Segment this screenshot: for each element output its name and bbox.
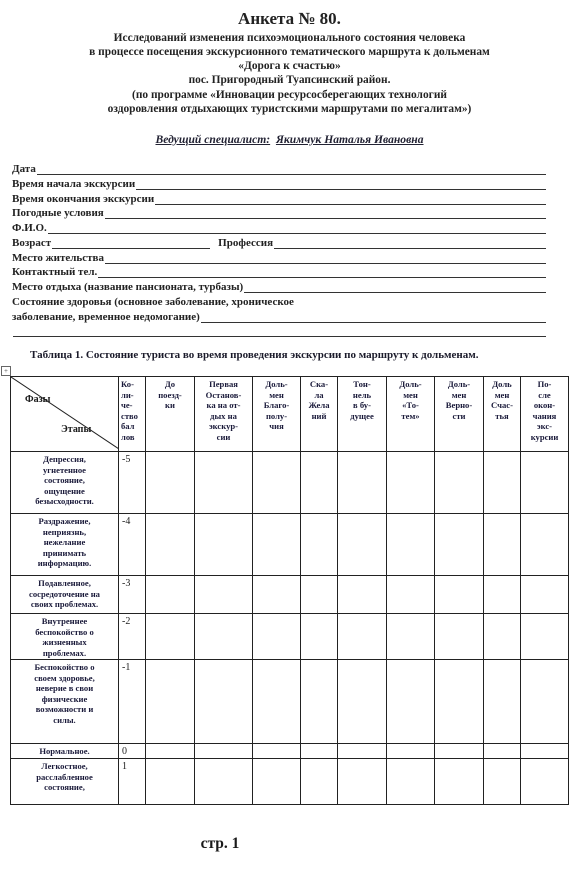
field-end-time[interactable] bbox=[12, 191, 546, 205]
table-header-row bbox=[11, 377, 569, 452]
state-label: Раздражение, неприязнь, нежелание принимать информацию. bbox=[11, 514, 119, 576]
field-date-label: Дата bbox=[12, 163, 36, 175]
col-score-label: Ко- ли- че- ство бал лов bbox=[121, 379, 138, 442]
field-weather[interactable] bbox=[12, 205, 546, 219]
table-row bbox=[11, 660, 569, 744]
subtitle-line-1: Исследований изменения психоэмоционального состояния человека bbox=[113, 32, 466, 44]
input-cell[interactable] bbox=[435, 660, 484, 744]
field-profession-label: Профессия bbox=[218, 237, 274, 249]
state-label: Беспокойство о своем здоровье, неверие в свои физические возможности и силы. bbox=[11, 660, 119, 744]
document-title: Анкета № 80. bbox=[238, 9, 341, 28]
input-cell[interactable] bbox=[387, 614, 435, 660]
input-cell[interactable] bbox=[338, 576, 387, 614]
input-cell[interactable] bbox=[338, 759, 387, 805]
input-cell[interactable] bbox=[387, 660, 435, 744]
col-before-trip-header bbox=[146, 377, 195, 452]
col-dolmen-happiness-label: Доль мен Счас- тья bbox=[491, 379, 513, 421]
state-label: Легкостное, расслабленное состояние, bbox=[11, 759, 119, 805]
table-caption: Таблица 1. Состояние туриста во время проведения экскурсии по маршруту к дольменам. bbox=[30, 349, 479, 361]
col-rock-wishes-label: Ска- ла Жела ний bbox=[308, 379, 330, 421]
col-dolmen-wellbeing-header bbox=[253, 377, 301, 452]
input-cell[interactable] bbox=[484, 744, 521, 759]
field-health-line[interactable] bbox=[201, 312, 546, 323]
state-label: Нормальное. bbox=[11, 744, 119, 759]
specialist-line bbox=[0, 133, 579, 146]
subtitle-line-3: «Дорога к счастью» bbox=[238, 60, 341, 72]
input-cell[interactable] bbox=[435, 759, 484, 805]
input-cell[interactable] bbox=[146, 759, 195, 805]
col-dolmen-totem-header bbox=[387, 377, 435, 452]
score-value: -3 bbox=[119, 576, 146, 614]
col-after-excursion-header bbox=[521, 377, 569, 452]
input-cell[interactable] bbox=[387, 452, 435, 514]
input-cell[interactable] bbox=[484, 452, 521, 514]
input-cell[interactable] bbox=[484, 660, 521, 744]
input-cell[interactable] bbox=[146, 452, 195, 514]
input-cell[interactable] bbox=[338, 614, 387, 660]
input-cell[interactable] bbox=[146, 576, 195, 614]
col-before-trip-label: До поезд- ки bbox=[158, 379, 182, 410]
subtitle-line-2: в процессе посещения экскурсионного тематического маршрута к дольменам bbox=[89, 46, 490, 58]
field-residence-line[interactable] bbox=[105, 253, 546, 264]
input-cell[interactable] bbox=[435, 452, 484, 514]
col-first-stop-header bbox=[195, 377, 253, 452]
field-fio-line[interactable] bbox=[48, 223, 546, 234]
input-cell[interactable] bbox=[521, 614, 569, 660]
field-age-line[interactable] bbox=[52, 238, 210, 249]
col-dolmen-fidelity-header bbox=[435, 377, 484, 452]
field-health-label-2: заболевание, временное недомогание) bbox=[12, 311, 200, 323]
input-cell[interactable] bbox=[301, 514, 338, 576]
input-cell[interactable] bbox=[338, 514, 387, 576]
input-cell[interactable] bbox=[521, 660, 569, 744]
state-label: Депрессия, угнетенное состояние, ощущение безысходности. bbox=[11, 452, 119, 514]
field-profession-line[interactable] bbox=[274, 238, 546, 249]
input-cell[interactable] bbox=[435, 614, 484, 660]
input-cell[interactable] bbox=[253, 576, 301, 614]
input-cell[interactable] bbox=[387, 576, 435, 614]
col-dolmen-totem-label: Доль- мен «То- тем» bbox=[399, 379, 422, 421]
field-end-time-line[interactable] bbox=[155, 194, 546, 205]
input-cell[interactable] bbox=[484, 614, 521, 660]
input-cell[interactable] bbox=[521, 576, 569, 614]
input-cell[interactable] bbox=[338, 744, 387, 759]
input-cell[interactable] bbox=[195, 452, 253, 514]
input-cell[interactable] bbox=[195, 660, 253, 744]
phase-label: Фазы bbox=[25, 394, 51, 405]
field-health-label-1: Состояние здоровья (основное заболевание, хроническое bbox=[12, 296, 294, 308]
col-tunnel-future-label: Тон- нель в бу- дущее bbox=[350, 379, 374, 421]
field-weather-line[interactable] bbox=[105, 208, 546, 219]
input-cell[interactable] bbox=[146, 514, 195, 576]
col-first-stop-label: Первая Останов- ка на от- дых на экскур- сии bbox=[205, 379, 242, 442]
field-start-time-label: Время начала экскурсии bbox=[12, 178, 136, 190]
input-cell[interactable] bbox=[146, 744, 195, 759]
input-cell[interactable] bbox=[195, 576, 253, 614]
input-cell[interactable] bbox=[521, 744, 569, 759]
input-cell[interactable] bbox=[301, 744, 338, 759]
input-cell[interactable] bbox=[253, 744, 301, 759]
field-fio[interactable] bbox=[12, 220, 546, 234]
input-cell[interactable] bbox=[195, 744, 253, 759]
score-value: 0 bbox=[119, 744, 146, 759]
col-tunnel-future-header bbox=[338, 377, 387, 452]
field-rest-place-label: Место отдыха (название пансионата, турбазы) bbox=[12, 281, 244, 293]
input-cell[interactable] bbox=[253, 452, 301, 514]
field-phone-label: Контактный тел. bbox=[12, 266, 98, 278]
table-move-handle-icon[interactable]: + bbox=[1, 366, 11, 376]
field-weather-label: Погодные условия bbox=[12, 207, 104, 219]
field-health-1 bbox=[12, 294, 546, 308]
field-fio-label: Ф.И.О. bbox=[12, 222, 47, 234]
table-row bbox=[11, 576, 569, 614]
field-residence[interactable] bbox=[12, 250, 546, 264]
input-cell[interactable] bbox=[387, 759, 435, 805]
phase-stage-header bbox=[11, 377, 119, 452]
field-date[interactable] bbox=[12, 161, 546, 175]
field-end-time-label: Время окончания экскурсии bbox=[12, 193, 155, 205]
input-cell[interactable] bbox=[253, 614, 301, 660]
input-cell[interactable] bbox=[301, 452, 338, 514]
input-cell[interactable] bbox=[338, 452, 387, 514]
field-date-line[interactable] bbox=[37, 164, 546, 175]
input-cell[interactable] bbox=[484, 759, 521, 805]
score-value: -1 bbox=[119, 660, 146, 744]
field-residence-label: Место жительства bbox=[12, 252, 104, 264]
page-number: стр. 1 bbox=[200, 835, 240, 852]
subtitle-line-5: (по программе «Инновации ресурсосберегающих технологий bbox=[132, 89, 447, 101]
subtitle-line-6: оздоровления отдыхающих туристскими маршрутами по мегалитам») bbox=[107, 103, 472, 115]
score-value: 1 bbox=[119, 759, 146, 805]
specialist-label: Ведущий специалист: bbox=[155, 133, 271, 146]
table-row bbox=[11, 759, 569, 805]
field-phone-line[interactable] bbox=[98, 267, 546, 278]
col-dolmen-fidelity-label: Доль- мен Верно- сти bbox=[445, 379, 473, 421]
field-rest-place-line[interactable] bbox=[244, 282, 546, 293]
col-score-header bbox=[119, 377, 146, 452]
col-dolmen-happiness-header bbox=[484, 377, 521, 452]
input-cell[interactable] bbox=[195, 514, 253, 576]
score-value: -4 bbox=[119, 514, 146, 576]
input-cell[interactable] bbox=[484, 514, 521, 576]
state-label: Подавленное, сосредоточение на своих проблемах. bbox=[11, 576, 119, 614]
input-cell[interactable] bbox=[301, 576, 338, 614]
input-cell[interactable] bbox=[301, 614, 338, 660]
field-health-2[interactable] bbox=[12, 309, 546, 323]
input-cell[interactable] bbox=[435, 514, 484, 576]
col-rock-wishes-header bbox=[301, 377, 338, 452]
subtitle-line-4: пос. Пригородный Туапсинский район. bbox=[188, 74, 391, 86]
input-cell[interactable] bbox=[146, 614, 195, 660]
field-start-time-line[interactable] bbox=[136, 179, 546, 190]
col-after-excursion-label: По- сле окон- чания экс- курсии bbox=[530, 379, 559, 442]
state-label: Внутреннее беспокойство о жизненных проблемах. bbox=[11, 614, 119, 660]
diagonal-divider bbox=[11, 377, 119, 449]
input-cell[interactable] bbox=[387, 744, 435, 759]
field-health-3[interactable] bbox=[12, 323, 546, 337]
field-start-time[interactable] bbox=[12, 176, 546, 190]
field-rest-place[interactable] bbox=[12, 279, 546, 293]
input-cell[interactable] bbox=[195, 759, 253, 805]
input-cell[interactable] bbox=[301, 660, 338, 744]
input-cell[interactable] bbox=[195, 614, 253, 660]
table-row bbox=[11, 614, 569, 660]
input-cell[interactable] bbox=[146, 660, 195, 744]
score-value: -2 bbox=[119, 614, 146, 660]
score-value: -5 bbox=[119, 452, 146, 514]
input-cell[interactable] bbox=[521, 514, 569, 576]
input-cell[interactable] bbox=[521, 452, 569, 514]
input-cell[interactable] bbox=[253, 514, 301, 576]
input-cell[interactable] bbox=[253, 759, 301, 805]
table-row bbox=[11, 452, 569, 514]
input-cell[interactable] bbox=[301, 759, 338, 805]
input-cell[interactable] bbox=[253, 660, 301, 744]
input-cell[interactable] bbox=[435, 576, 484, 614]
stage-label: Этапы bbox=[61, 424, 92, 435]
field-age-label: Возраст bbox=[12, 237, 52, 249]
state-table bbox=[10, 376, 569, 805]
col-dolmen-wellbeing-label: Доль- мен Благо- полу- чия bbox=[263, 379, 290, 431]
input-cell[interactable] bbox=[435, 744, 484, 759]
input-cell[interactable] bbox=[521, 759, 569, 805]
field-health-line-extra[interactable] bbox=[13, 326, 546, 337]
table-row bbox=[11, 744, 569, 759]
specialist-name: Якимчук Наталья Ивановна bbox=[275, 133, 424, 146]
table-row bbox=[11, 514, 569, 576]
input-cell[interactable] bbox=[387, 514, 435, 576]
input-cell[interactable] bbox=[484, 576, 521, 614]
field-phone[interactable] bbox=[12, 264, 546, 278]
field-age-profession[interactable] bbox=[12, 235, 546, 249]
input-cell[interactable] bbox=[338, 660, 387, 744]
